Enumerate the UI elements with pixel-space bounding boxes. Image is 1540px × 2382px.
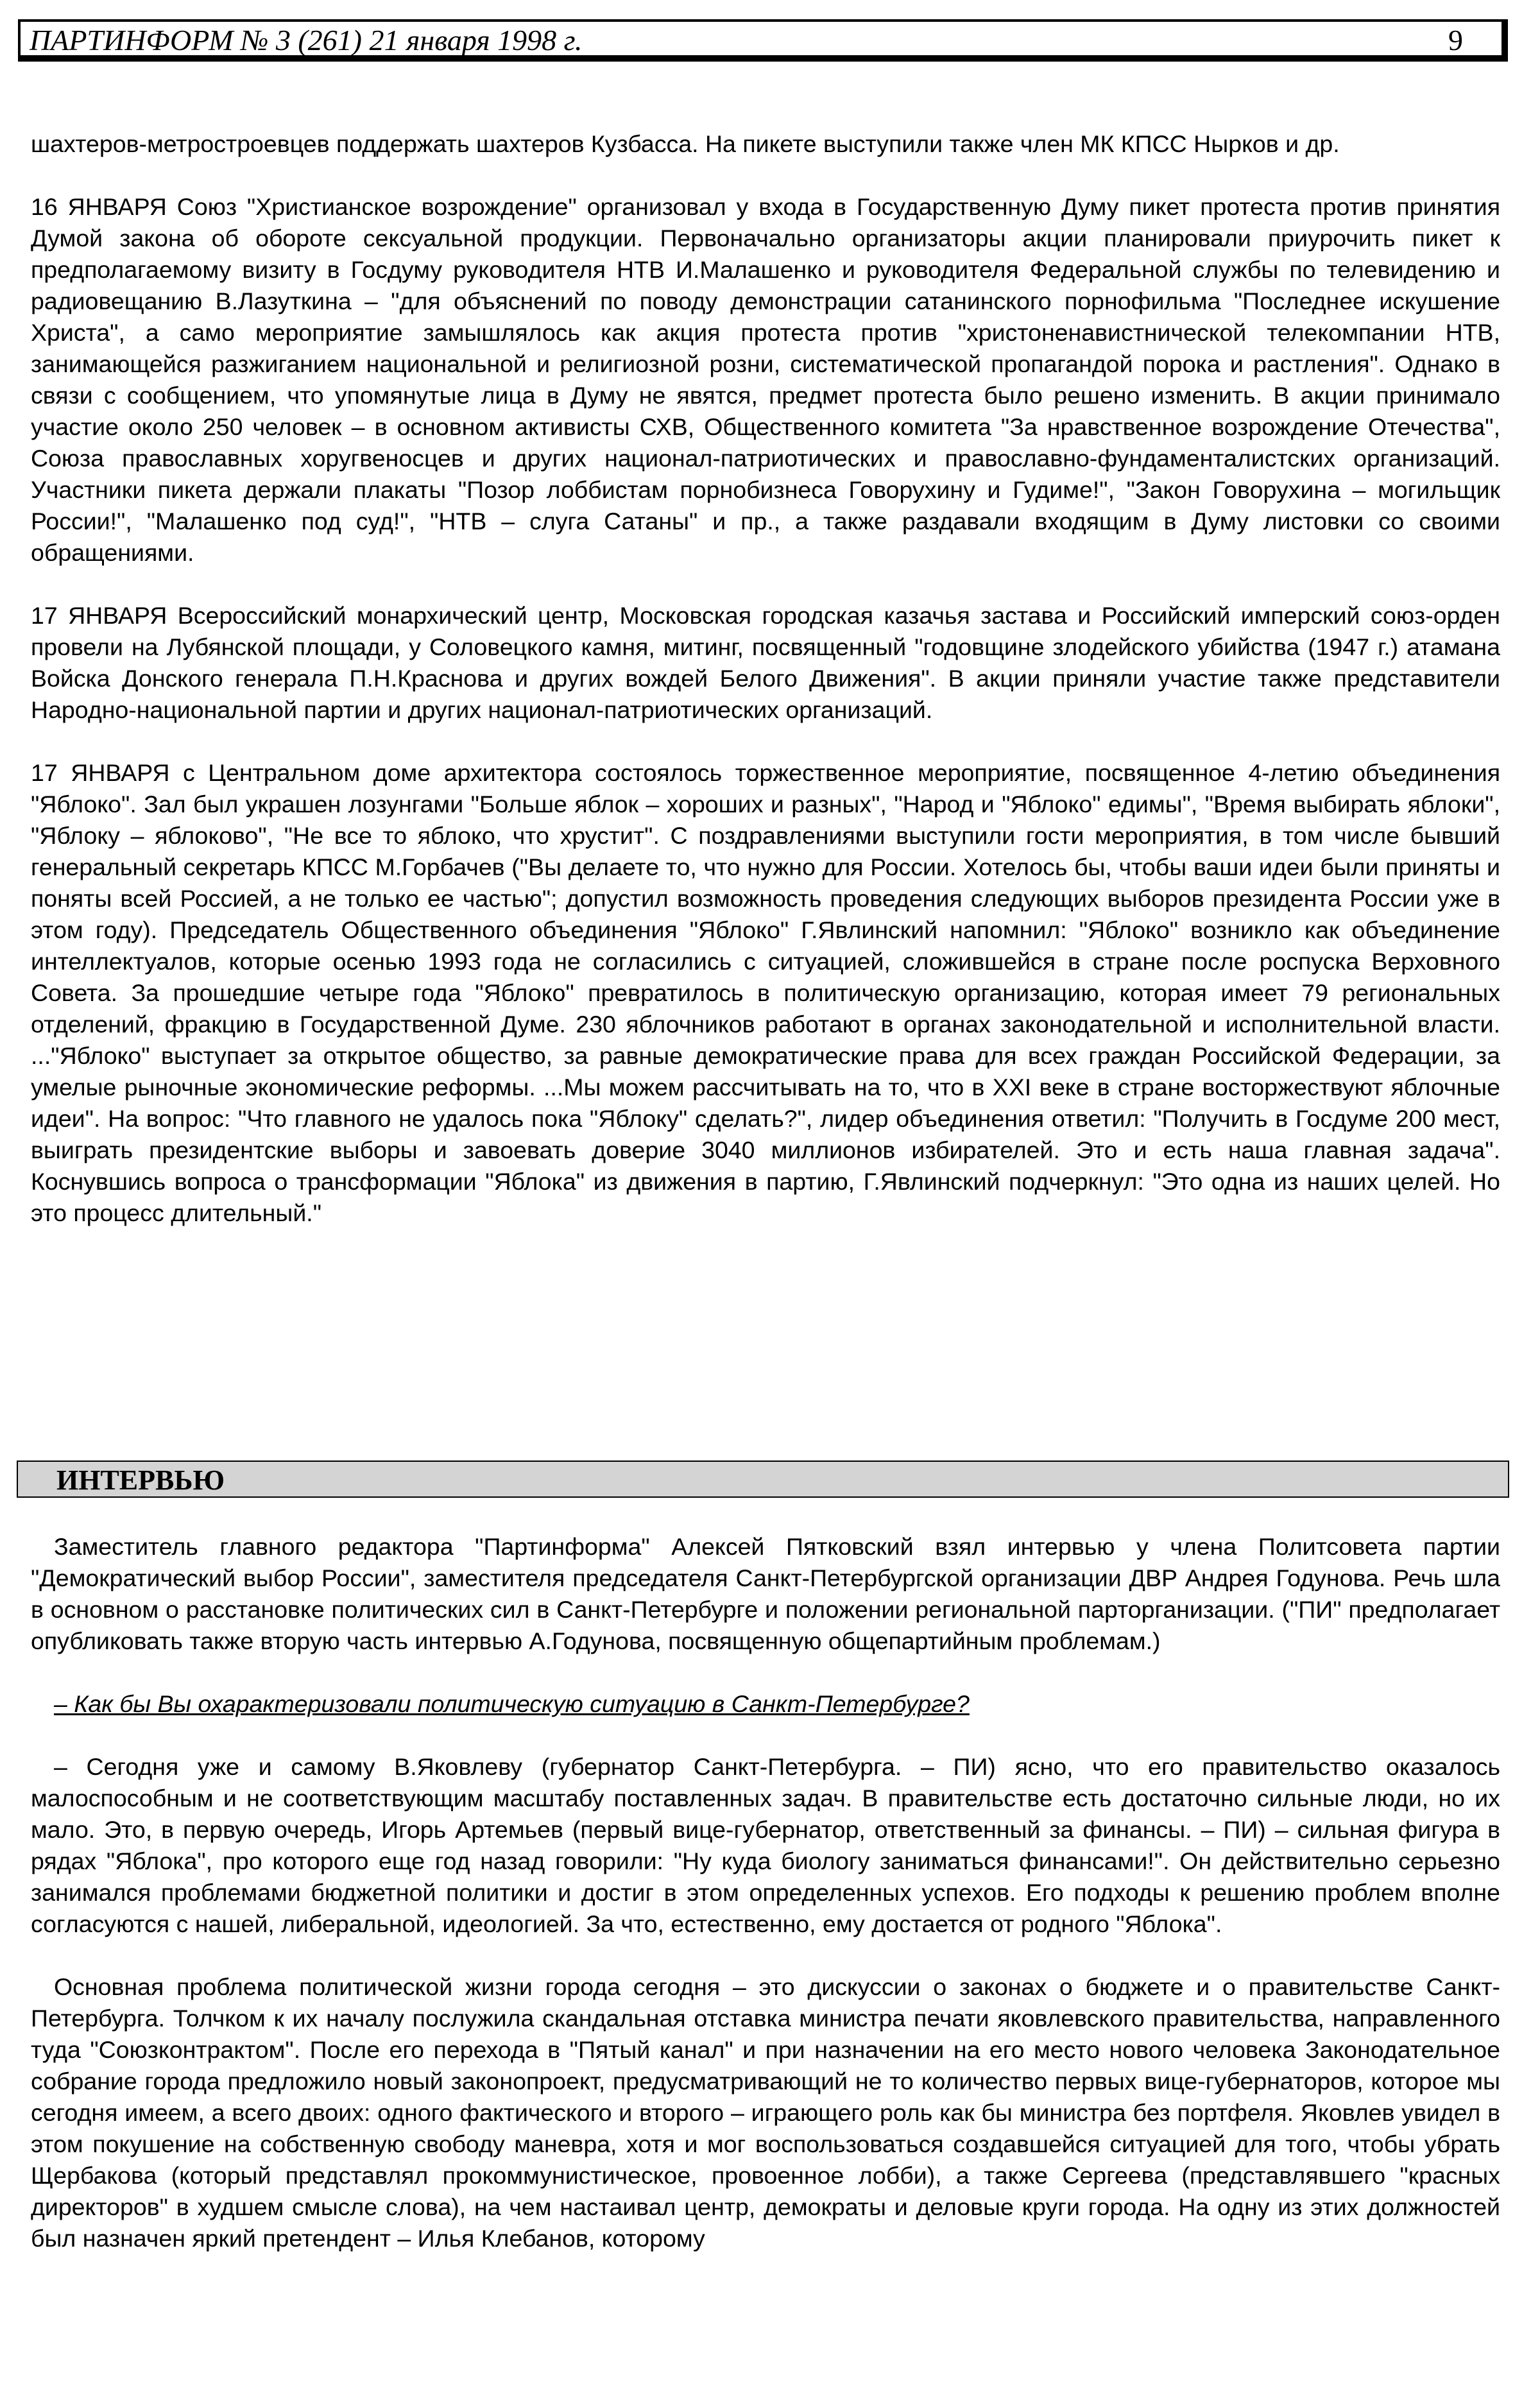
page-number: 9 (1448, 24, 1463, 56)
interview-answer: Основная проблема политической жизни города сегодня – это дискуссии о законах о бюджете и о правительстве Санкт-Петербурга. Толчком к их началу послужила скандальная отставка министра печати яковлевского правительства, направленного туда "Союзконтрактом". После его перехода в "Пятый канал" и при назначении на его место нового человека Законодательное собрание города предложило новый законопроект, предусматривающий не то количество первых вице-губернаторов, которое мы сегодня имеем, а всего двоих: одного фактического и второго – играющего роль как бы министра без портфеля. Яковлев увидел в этом покушение на собственную свободу маневра, хотя и мог воспользоваться создавшейся ситуацией для того, чтобы убрать Щербакова (который представлял прокоммунистическое, провоенное лобби), а также Сергеева (представлявшего "красных директоров" в худшем смысле слова), на чем настаивал центр, демократы и деловые круги города. На одну из этих должностей был назначен яркий претендент – Илья Клебанов, которому (31, 1973, 1500, 2252)
chronicle-paragraph: 17 ЯНВАРЯ с Центральном доме архитектора состоялось торжественное мероприятие, посвященное 4-летию объединения "Яблоко". Зал был украшен лозунгами "Больше яблок – хороших и разных", "Народ и "Яблоко" едимы", "Время выбирать яблоки", "Яблоку – яблоково", "Не все то яблоко, что хрустит". С поздравлениями выступили гости мероприятия, в том числе бывший генеральный секретарь КПСС М.Горбачев ("Вы делаете то, что нужно для России. Хотелось бы, чтобы ваши идеи были приняты и поняты всей Россией, а не только ее частью"; допустил возможность проведения следующих выборов президента России уже в этом году). Председатель Общественного объединения "Яблоко" Г.Явлинский напомнил: "Яблоко" возникло как объединение интеллектуалов, которые осенью 1993 года не согласились с ситуацией, сложившейся в стране после роспуска Верховного Совета. За прошедшие четыре года "Яблоко" превратилось в политическую организацию, которая имеет 79 региональных отделений, фракцию в Государственной Думе. 230 яблочников работают в органах законодательной и исполнительной власти. ..."Яблоко" выступает за открытое общество, за равные демократические права для всех граждан Российской Федерации, за умелые рыночные экономические реформы. ...Мы можем рассчитывать на то, что в XXI веке в стране восторжествуют яблочные идеи". На вопрос: "Что главного не удалось пока "Яблоку" сделать?", лидер объединения ответил: "Получить в Госдуме 200 мест, выиграть президентские выборы и завоевать доверие 3040 миллионов избирателей. Это и есть наша главная задача". Коснувшись вопроса о трансформации "Яблока" из движения в партию, Г.Явлинский подчеркнул: "Это одна из наших целей. Но это процесс длительный." (31, 759, 1500, 1226)
interview-answer: – Сегодня уже и самому В.Яковлеву (губернатор Санкт-Петербурга. – ПИ) ясно, что его правительство оказалось малоспособным и не соответствующим масштабу поставленных задач. В правительстве есть достаточно сильные люди, но их мало. Это, в первую очередь, Игорь Артемьев (первый вице-губернатор, ответственный за финансы. – ПИ) – сильная фигура в рядах "Яблока", про которого еще год назад говорили: "Ну куда биологу заниматься финансами!". Он действительно серьезно занимался проблемами бюджетной политики и достиг в этом определенных успехов. Его подходы к решению проблем вполне согласуются с нашей, либеральной, идеологией. За что, естественно, ему достается от родного "Яблока". (31, 1753, 1500, 1937)
chronicle-paragraph: 17 ЯНВАРЯ Всероссийский монархический центр, Московская городская казачья застава и Российский имперский союз-орден провели на Лубянской площади, у Соловецкого камня, митинг, посвященный "годовщине злодейского убийства (1947 г.) атамана Войска Донского генерала П.Н.Краснова и других вождей Белого Движения". В акции приняли участие также представители Народно-национальной партии и других национал-патриотических организаций. (31, 602, 1500, 723)
page-header (18, 19, 1508, 62)
interview-question: – Как бы Вы охарактеризовали политическую ситуацию в Санкт-Петербурге? (54, 1690, 970, 1717)
interview-intro: Заместитель главного редактора "Партинформа" Алексей Пятковский взял интервью у члена Политсовета партии "Демократический выбор России", заместителя председателя Санкт-Петербургской организации ДВР Андрея Годунова. Речь шла в основном о расстановке политических сил в Санкт-Петербурге и положении региональной парторганизации. ("ПИ" предполагает опубликовать также вторую часть интервью А.Годунова, посвященную общепартийным проблемам.) (31, 1533, 1500, 1654)
chronicle-paragraph: 16 ЯНВАРЯ Союз "Христианское возрождение" организовал у входа в Государственную Думу пикет протеста против принятия Думой закона об обороте сексуальной продукции. Первоначально организаторы акции планировали приурочить пикет к предполагаемому визиту в Госдуму руководителя НТВ И.Малашенко и руководителя Федеральной службы по телевидению и радиовещанию В.Лазуткина – "для объяснений по поводу демонстрации сатанинского порнофильма "Последнее искушение Христа", а само мероприятие замышлялось как акция протеста против "христоненавистнической телекомпании НТВ, занимающейся разжиганием национальной и религиозной розни, систематической пропагандой порока и растления". Однако в связи с сообщением, что упомянутые лица в Думу не явятся, предмет протеста было решено изменить. В акции принимало участие около 250 человек – в основном активисты СХВ, Общественного комитета "За нравственное возрождение Отечества", Союза православных хоругвеносцев и других национал-патриотических и православно-фундаменталистских организаций. Участники пикета держали плакаты "Позор лоббистам порнобизнеса Говорухину и Гудиме!", "Закон Говорухина – могильщик России!", "Малашенко под суд!", "НТВ – слуга Сатаны" и пр., а также раздавали входящим в Думу листовки со своими обращениями. (31, 193, 1500, 566)
section-title: ИНТЕРВЬЮ (56, 1464, 225, 1496)
interview-section (31, 1531, 1500, 2254)
section-header-bar (17, 1461, 1509, 1498)
chronicle-section (31, 128, 1500, 1229)
publication-title: ПАРТИНФОРМ № 3 (261) 21 января 1998 г. (30, 24, 583, 56)
chronicle-paragraph: шахтеров-метростроевцев поддержать шахтеров Кузбасса. На пикете выступили также член МК КПСС Нырков и др. (31, 130, 1340, 157)
